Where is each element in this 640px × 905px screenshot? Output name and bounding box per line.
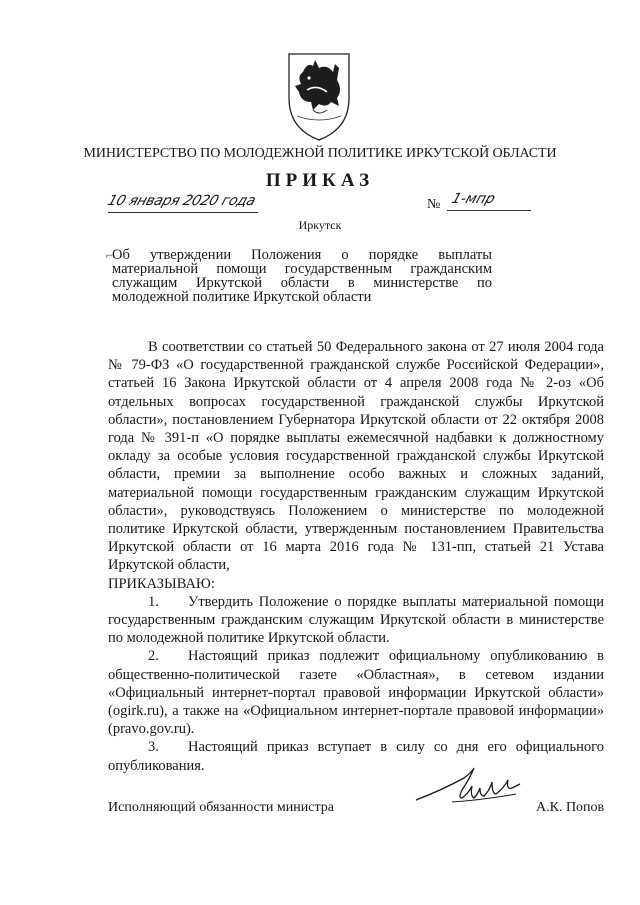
handwritten-date: 10 января 2020 года (105, 193, 258, 209)
coat-of-arms-icon (283, 46, 355, 142)
handwritten-signature (412, 760, 522, 820)
order-item (108, 738, 604, 774)
item-text: Утвердить Положение о порядке выплаты материальной помощи государственным гражданским служащим Иркутской области в министерстве по молодежной политике Иркутской области. (108, 593, 604, 647)
order-item (108, 593, 604, 648)
subject-corner-mark: ⌐ (106, 248, 113, 262)
item-number: 1. (148, 593, 159, 610)
order-word: ПРИКАЗЫВАЮ: (108, 575, 215, 592)
signatory-name: А.К. Попов (536, 800, 605, 815)
item-number: 2. (148, 648, 159, 665)
signatory-position: Исполняющий обязанности министра (108, 800, 334, 815)
handwritten-number: 1-мпр (449, 191, 498, 207)
number-sign: № (427, 197, 441, 212)
ministry-name: МИНИСТЕРСТВО ПО МОЛОДЕЖНОЙ ПОЛИТИКЕ ИРКУТСКОЙ ОБЛАСТИ (83, 146, 557, 161)
item-number: 3. (148, 739, 159, 756)
order-body (108, 338, 604, 775)
order-item (108, 647, 604, 738)
number-underline (447, 210, 531, 211)
city-name: Иркутск (298, 218, 342, 232)
item-text: Настоящий приказ вступает в силу со дня его официального опубликования. (108, 739, 604, 774)
date-underline (108, 212, 258, 213)
preamble-paragraph: В соответствии со статьей 50 Федерального закона от 27 июля 2004 года № 79-ФЗ «О государственной гражданской службе Российской Федерации», статьей 16 Закона Иркутской области от 4 апреля 2008 года № 2-оз «Об отдельных вопросах государственной гражданской службы Иркутской области», постановлением Губернатора Иркутской области от 22 октября 2008 года № 391-п «О порядке выплаты ежемесячной надбавки к должностному окладу за особые условия государственной гражданской службы Иркутской области, премии за выполнение особо важных и сложных заданий, материальной помощи государственным гражданским служащим Иркутской области», руководствуясь Положением о министерстве по молодежной политике Иркутской области, утвержденным постановлением Правительства Иркутской области от 16 марта 2016 года № 131-пп, статьей 21 Устава Иркутской области, (108, 339, 604, 574)
document-title: ПРИКАЗ (265, 170, 375, 191)
order-subject: Об утверждении Положения о порядке выплаты материальной помощи государственным гражданским служащим Иркутской области в министерстве по молодежной политике Иркутской области (112, 247, 492, 305)
item-text: Настоящий приказ подлежит официальному опубликованию в общественно-политической газете «Областная», в сетевом издании «Официальный интернет-портал правовой информации Иркутской области» (ogirk.ru), а также на «Официальном интернет-портале правовой информации» (pravo.gov.ru). (108, 648, 604, 738)
